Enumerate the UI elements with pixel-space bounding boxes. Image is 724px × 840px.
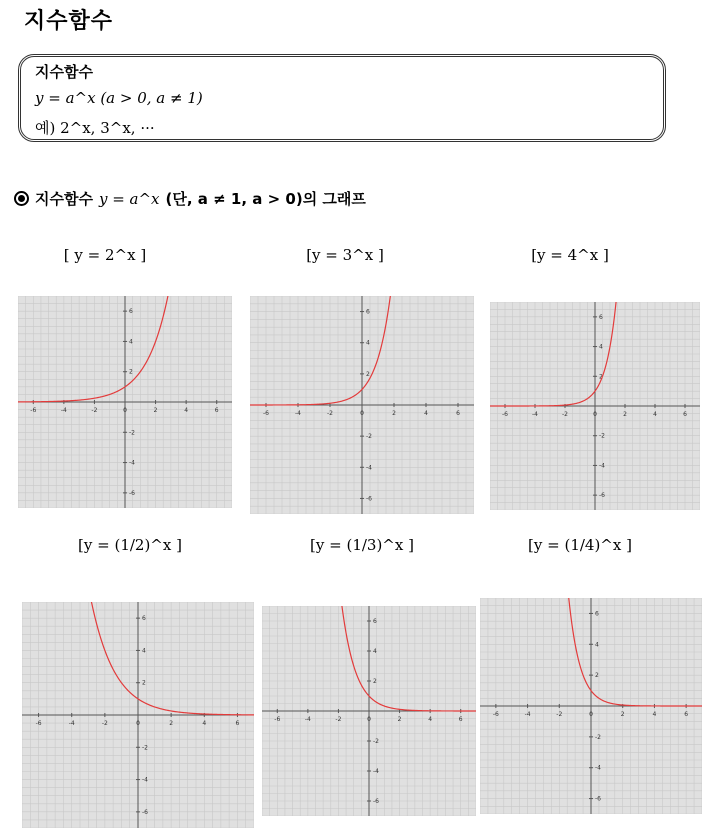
y-tick-label: 4 [129, 338, 133, 346]
graph-panel [18, 296, 232, 508]
y-tick-label: 6 [595, 610, 599, 618]
graph-svg [18, 296, 232, 508]
x-tick-label: 2 [153, 407, 158, 414]
section-heading-condition: (단, a ≠ 1, a > 0)의 그래프 [165, 190, 366, 208]
x-tick-label: 6 [235, 720, 240, 727]
graph-caption-6: [y = (1/4)^x ] [528, 536, 632, 554]
y-tick-label: 4 [142, 647, 146, 655]
graph-panel [262, 606, 476, 816]
x-tick-label: 2 [392, 410, 396, 417]
graph-svg [490, 302, 700, 510]
x-tick-label: -2 [556, 711, 563, 718]
x-tick-label: 6 [683, 411, 687, 418]
definition-box [18, 54, 666, 142]
y-tick-label: -4 [366, 464, 372, 472]
x-tick-label: 4 [428, 716, 433, 723]
y-tick-label: -4 [129, 459, 135, 467]
y-tick-label: -6 [129, 489, 135, 497]
x-tick-label: 6 [458, 716, 463, 723]
x-tick-label: -4 [60, 407, 67, 414]
graph-panel [480, 598, 702, 814]
x-tick-label: 2 [620, 711, 625, 718]
section-heading-label: 지수함수 [35, 190, 93, 208]
x-tick-label: 4 [424, 410, 428, 417]
x-tick-label: -4 [295, 410, 301, 417]
x-tick-label: 0 [136, 720, 140, 727]
x-tick-label: 0 [360, 410, 364, 417]
y-tick-label: 2 [595, 672, 599, 680]
y-tick-label: -6 [595, 795, 601, 803]
y-tick-label: -2 [129, 429, 135, 437]
x-tick-label: 2 [169, 720, 174, 727]
y-tick-label: -4 [595, 764, 601, 772]
x-tick-label: -2 [327, 410, 333, 417]
y-tick-label: 4 [599, 343, 603, 351]
y-tick-label: -4 [599, 462, 605, 470]
y-tick-label: 6 [129, 308, 133, 316]
x-tick-label: 4 [653, 411, 657, 418]
x-tick-label: -6 [35, 720, 42, 727]
y-tick-label: -2 [595, 733, 601, 741]
graph-caption-2: [y = 3^x ] [306, 246, 384, 264]
x-tick-label: 4 [184, 407, 189, 414]
x-tick-label: -4 [524, 711, 531, 718]
y-tick-label: 4 [595, 641, 599, 649]
x-tick-label: -6 [263, 410, 269, 417]
x-tick-label: -2 [91, 407, 98, 414]
y-tick-label: -6 [366, 495, 372, 503]
graph-svg [250, 296, 474, 514]
x-tick-label: -4 [68, 720, 75, 727]
x-tick-label: -6 [502, 411, 508, 418]
bullseye-icon [14, 191, 29, 206]
section-heading [14, 188, 366, 209]
graph-svg [22, 602, 254, 828]
graph-svg [262, 606, 476, 816]
x-tick-label: 0 [593, 411, 597, 418]
y-tick-label: 6 [142, 615, 146, 623]
y-tick-label: -6 [373, 798, 379, 805]
graph-svg [480, 598, 702, 814]
definition-formula: y = a^x (a > 0, a ≠ 1) [35, 89, 203, 107]
y-tick-label: -4 [373, 768, 379, 775]
x-tick-label: -4 [304, 716, 311, 723]
y-tick-label: 6 [373, 618, 377, 625]
x-tick-label: -2 [335, 716, 342, 723]
graph-panel [22, 602, 254, 828]
y-tick-label: -6 [142, 808, 148, 816]
y-tick-label: -2 [599, 432, 605, 440]
x-tick-label: -6 [30, 407, 37, 414]
y-tick-label: 2 [366, 370, 370, 378]
x-tick-label: 6 [214, 407, 219, 414]
definition-example: 예) 2^x, 3^x, ··· [35, 119, 155, 137]
y-tick-label: 4 [373, 648, 377, 655]
page-title: 지수함수 [24, 9, 114, 34]
x-tick-label: 0 [123, 407, 127, 414]
x-tick-label: 2 [397, 716, 402, 723]
x-tick-label: 0 [367, 716, 371, 723]
x-tick-label: -4 [532, 411, 538, 418]
y-tick-label: 4 [366, 339, 370, 347]
graph-caption-4: [y = (1/2)^x ] [78, 536, 182, 554]
x-tick-label: -2 [562, 411, 568, 418]
y-tick-label: 6 [366, 308, 370, 316]
y-tick-label: -6 [599, 492, 605, 500]
x-tick-label: -6 [492, 711, 499, 718]
section-heading-formula: y = a^x [98, 189, 160, 208]
graph-panel [250, 296, 474, 514]
y-tick-label: -4 [142, 776, 148, 784]
y-tick-label: 6 [599, 313, 603, 321]
y-tick-label: -2 [366, 433, 372, 441]
x-tick-label: 6 [684, 711, 689, 718]
y-tick-label: 2 [129, 368, 133, 376]
y-tick-label: -2 [142, 744, 148, 752]
x-tick-label: -2 [101, 720, 108, 727]
x-tick-label: 0 [589, 711, 593, 718]
y-tick-label: 2 [142, 679, 146, 687]
x-tick-label: 4 [652, 711, 657, 718]
graph-caption-5: [y = (1/3)^x ] [310, 536, 414, 554]
y-tick-label: 2 [599, 373, 603, 381]
x-tick-label: 4 [202, 720, 207, 727]
y-tick-label: 2 [373, 678, 377, 685]
x-tick-label: -6 [274, 716, 281, 723]
graph-panel [490, 302, 700, 510]
definition-title: 지수함수 [35, 63, 93, 81]
x-tick-label: 6 [456, 410, 460, 417]
y-tick-label: -2 [373, 738, 379, 745]
graph-caption-3: [y = 4^x ] [531, 246, 609, 264]
x-tick-label: 2 [623, 411, 627, 418]
graph-caption-1: [ y = 2^x ] [63, 246, 147, 264]
